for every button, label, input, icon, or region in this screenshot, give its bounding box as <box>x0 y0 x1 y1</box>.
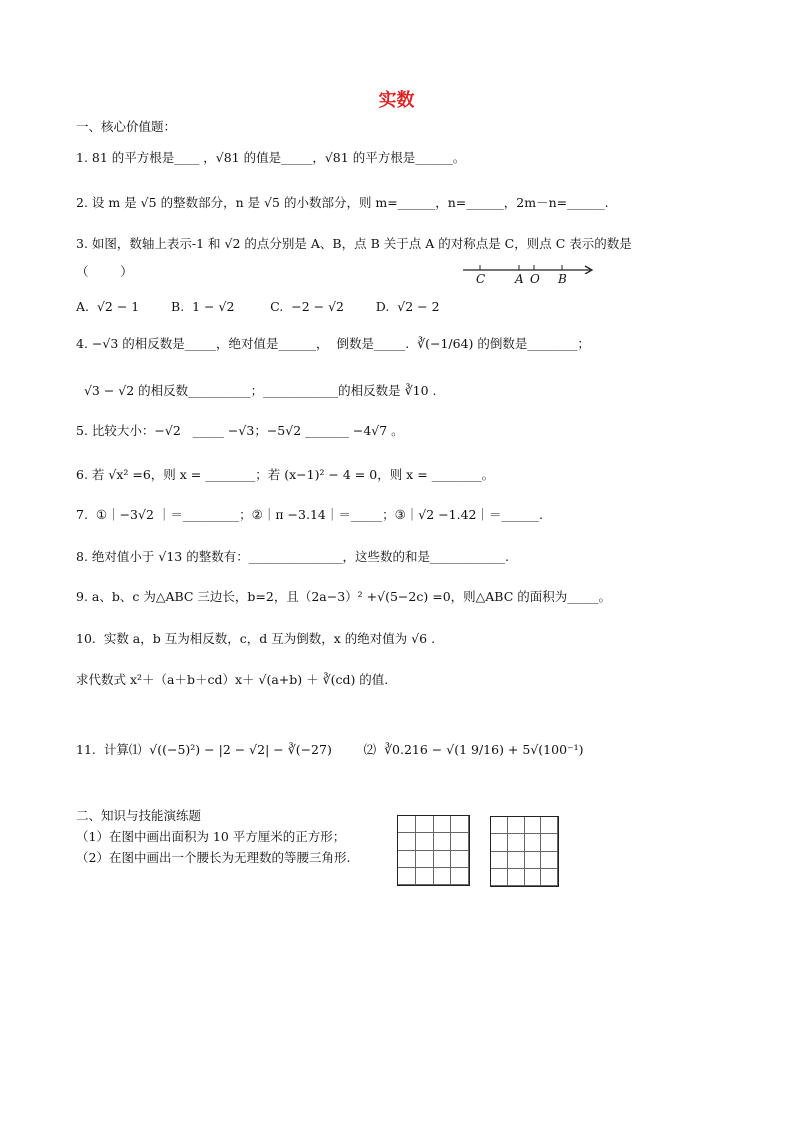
question-8: 8. 绝对值小于 √13 的整数有：_______________，这些数的和是____________. <box>76 549 509 564</box>
question-3-answer-paren: （ ） <box>76 264 133 279</box>
question-4-part-2: √3 − √2 的相反数__________；____________的相反数是 ∛10 . <box>76 383 437 398</box>
task-2: （2）在图中画出一个腰长为无理数的等腰三角形. <box>76 850 351 865</box>
point-label-a: A <box>515 272 524 286</box>
question-10: 10. 实数 a，b 互为相反数，c，d 互为倒数，x 的绝对值为 √6 . <box>76 631 436 646</box>
question-2: 2. 设 m 是 √5 的整数部分，n 是 √5 的小数部分，则 m=______，n=______，2m－n=______. <box>76 195 609 210</box>
drawing-grid-2 <box>490 816 559 887</box>
question-3-options: A. √2 − 1 B. 1 − √2 C. −2 − √2 D. √2 − 2 <box>76 299 440 314</box>
drawing-grid-1 <box>397 815 470 886</box>
point-label-c: C <box>476 272 486 286</box>
section-heading-2: 二、知识与技能演练题 <box>76 808 202 823</box>
question-1: 1. 81 的平方根是____ ，√81 的值是_____，√81 的平方根是______。 <box>76 150 466 165</box>
question-10-part-2: 求代数式 x²＋（a＋b＋cd）x＋ √(a+b) ＋ ∛(cd) 的值. <box>76 672 389 687</box>
question-5: 5. 比较大小：−√2 _____ −√3；−5√2 _______ −4√7 。 <box>76 423 404 438</box>
task-1: （1）在图中画出面积为 10 平方厘米的正方形； <box>76 829 346 844</box>
question-6: 6. 若 √x² =6，则 x = ________；若 (x−1)² − 4 = 0，则 x = ________。 <box>76 467 495 482</box>
question-4: 4. −√3 的相反数是_____，绝对值是______， 倒数是_____. ∛(−1/64) 的倒数是________； <box>76 336 590 351</box>
point-label-b: B <box>558 272 567 286</box>
question-11: 11. 计算⑴ √((−5)²) − |2 − √2| − ∛(−27) ⑵ ∛0.216 − √(1 9/16) + 5√(100⁻¹) <box>76 742 584 757</box>
question-9: 9. a、b、c 为△ABC 三边长，b=2，且（2a−3）² +√(5−2c) =0，则△ABC 的面积为_____。 <box>76 589 611 604</box>
question-7: 7. ①｜−3√2 ｜＝_________；②｜π −3.14｜＝_____；③｜√2 −1.42｜＝______. <box>76 507 543 522</box>
question-3: 3. 如图，数轴上表示-1 和 √2 的点分别是 A、B，点 B 关于点 A 的对称点是 C，则点 C 表示的数是 <box>76 236 632 251</box>
page-title: 实数 <box>378 90 415 111</box>
section-heading-1: 一、核心价值题： <box>76 119 177 134</box>
point-label-o: O <box>530 272 540 286</box>
number-line <box>460 260 600 286</box>
